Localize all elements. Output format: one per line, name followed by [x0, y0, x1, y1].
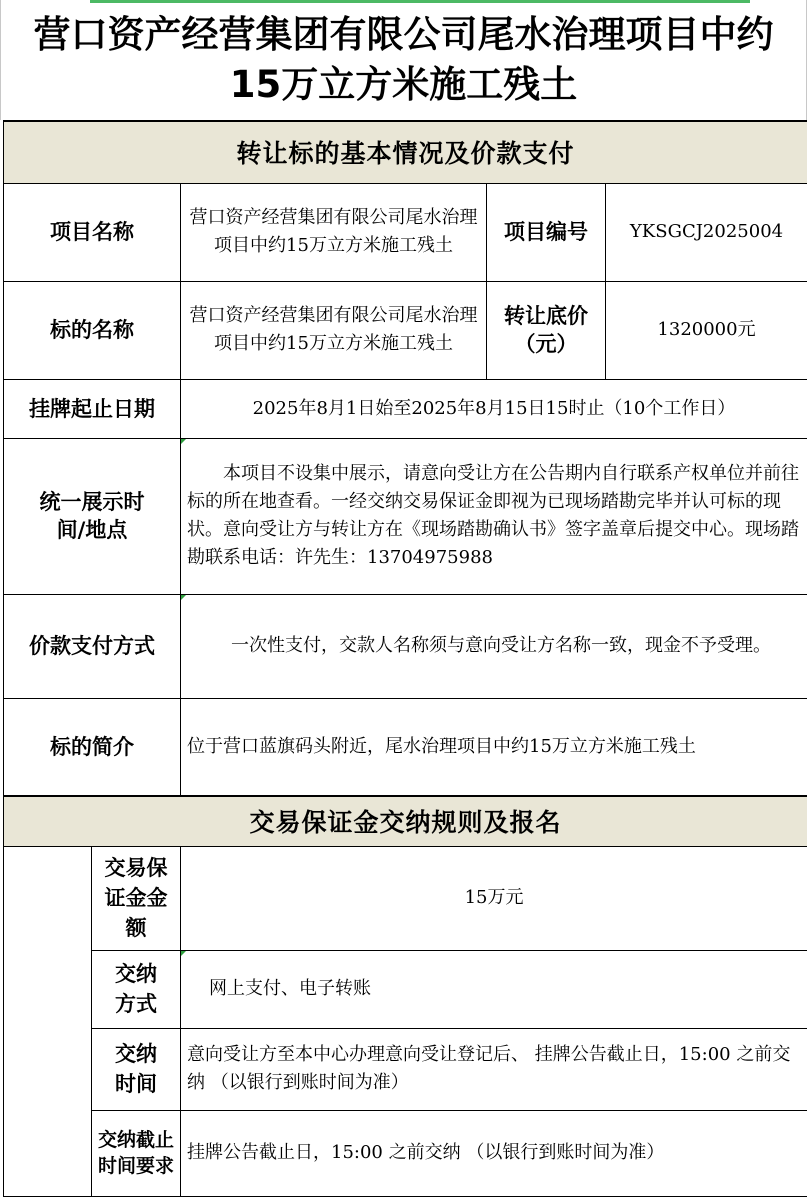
merged-empty-cell	[4, 846, 92, 1196]
table-row	[4, 846, 807, 950]
section-header-row	[4, 121, 807, 183]
subject-name-label: 标的名称	[4, 281, 181, 379]
document-title: 营口资产经营集团有限公司尾水治理项目中约15万立方米施工残土	[0, 0, 807, 120]
reserve-price-label: 转让底价（元）	[487, 281, 606, 379]
table-row	[4, 594, 807, 698]
listing-period-label: 挂牌起止日期	[4, 379, 181, 438]
table-row	[4, 698, 807, 795]
intro-value: 位于营口蓝旗码头附近，尾水治理项目中约15万立方米施工残土	[181, 698, 807, 795]
payment-label: 价款支付方式	[4, 594, 181, 698]
payment-value: 一次性支付，交款人名称须与意向受让方名称一致，现金不予受理。	[181, 594, 807, 698]
table-row	[4, 1028, 807, 1110]
payment-time-value: 意向受让方至本中心办理意向受让登记后、 挂牌公告截止日，15:00 之前交纳 （以银行到账时间为准）	[181, 1028, 807, 1110]
reserve-price-value: 1320000元	[606, 281, 807, 379]
project-name-value: 营口资产经营集团有限公司尾水治理项目中约15万立方米施工残土	[181, 183, 487, 281]
project-no-value: YKSGCJ2025004	[606, 183, 807, 281]
deposit-amount-label: 交易保证金金额	[92, 846, 181, 950]
section-header-deposit: 交易保证金交纳规则及报名	[4, 796, 807, 846]
deposit-rules-table	[3, 795, 807, 1197]
project-name-label: 项目名称	[4, 183, 181, 281]
intro-label: 标的简介	[4, 698, 181, 795]
section-header-basic: 转让标的基本情况及价款支付	[4, 121, 807, 183]
deadline-value: 挂牌公告截止日，15:00 之前交纳 （以银行到账时间为准）	[181, 1110, 807, 1196]
basic-info-table	[3, 120, 807, 796]
payment-method-label: 交纳方式	[92, 950, 181, 1028]
deadline-label: 交纳截止时间要求	[92, 1110, 181, 1196]
display-value: 本项目不设集中展示，请意向受让方在公告期内自行联系产权单位并前往标的所在地查看。一经交纳交易保证金即视为已现场踏勘完毕并认可标的现状。意向受让方与转让方在《现场踏勘确认书》签字盖章后提交中心。现场踏勘联系电话：许先生：13704975988	[181, 438, 807, 594]
project-no-label: 项目编号	[487, 183, 606, 281]
display-label: 统一展示时间/地点	[4, 438, 181, 594]
table-row	[4, 183, 807, 281]
payment-time-label: 交纳时间	[92, 1028, 181, 1110]
table-row	[4, 950, 807, 1028]
subject-name-value: 营口资产经营集团有限公司尾水治理项目中约15万立方米施工残土	[181, 281, 487, 379]
table-row	[4, 281, 807, 379]
section-header-row	[4, 796, 807, 846]
table-row	[4, 1110, 807, 1196]
payment-method-value: 网上支付、电子转账	[181, 950, 807, 1028]
listing-period-value: 2025年8月1日始至2025年8月15日15时止（10个工作日）	[181, 379, 807, 438]
deposit-amount-value: 15万元	[181, 846, 807, 950]
table-row	[4, 379, 807, 438]
table-row	[4, 438, 807, 594]
